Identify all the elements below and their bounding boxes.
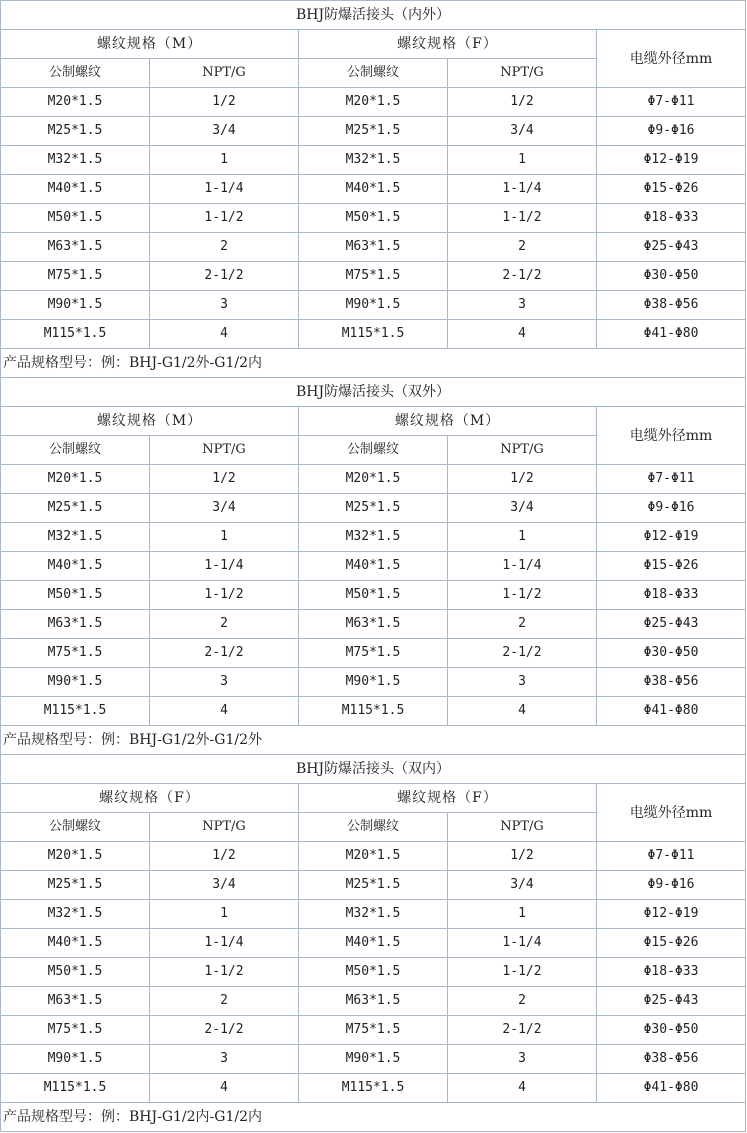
left-npt-cell: 1-1/4 bbox=[150, 175, 299, 204]
table-row bbox=[1, 523, 746, 552]
right-npt-cell: 4 bbox=[448, 1074, 597, 1103]
right-npt-cell: 1/2 bbox=[448, 88, 597, 117]
right-metric-cell: M115*1.5 bbox=[299, 1074, 448, 1103]
cable-range-cell: Φ30-Φ50 bbox=[597, 1016, 746, 1045]
table-row bbox=[1, 639, 746, 668]
right-npt-cell: 1 bbox=[448, 146, 597, 175]
model-example-note: 产品规格型号：例：BHJ-G1/2内-G1/2内 bbox=[1, 1103, 746, 1132]
left-npt-cell: 1 bbox=[150, 523, 299, 552]
model-note-row bbox=[1, 726, 746, 755]
section-title-row bbox=[1, 378, 746, 407]
right-npt-cell: 1/2 bbox=[448, 842, 597, 871]
table-row bbox=[1, 117, 746, 146]
left-metric-cell: M90*1.5 bbox=[1, 1045, 150, 1074]
left-npt-cell: 3/4 bbox=[150, 871, 299, 900]
cable-range-cell: Φ7-Φ11 bbox=[597, 88, 746, 117]
left-npt-cell: 2 bbox=[150, 987, 299, 1016]
right-metric-cell: M25*1.5 bbox=[299, 494, 448, 523]
right-npt-cell: 4 bbox=[448, 320, 597, 349]
right-npt-cell: 3/4 bbox=[448, 117, 597, 146]
metric-thread-header: 公制螺纹 bbox=[1, 813, 150, 842]
right-npt-cell: 1/2 bbox=[448, 465, 597, 494]
section-title-row bbox=[1, 1, 746, 30]
section-title: BHJ防爆活接头（双内） bbox=[1, 755, 746, 784]
table-row bbox=[1, 871, 746, 900]
model-note-row bbox=[1, 1103, 746, 1132]
right-metric-cell: M32*1.5 bbox=[299, 523, 448, 552]
left-npt-cell: 3 bbox=[150, 1045, 299, 1074]
cable-range-cell: Φ25-Φ43 bbox=[597, 987, 746, 1016]
right-npt-cell: 1-1/4 bbox=[448, 175, 597, 204]
group-header-row bbox=[1, 30, 746, 59]
right-metric-cell: M40*1.5 bbox=[299, 175, 448, 204]
left-metric-cell: M32*1.5 bbox=[1, 900, 150, 929]
left-metric-cell: M20*1.5 bbox=[1, 465, 150, 494]
npt-g-header: NPT/G bbox=[150, 59, 299, 88]
left-npt-cell: 2-1/2 bbox=[150, 262, 299, 291]
right-metric-cell: M90*1.5 bbox=[299, 668, 448, 697]
left-metric-cell: M75*1.5 bbox=[1, 639, 150, 668]
cable-range-cell: Φ9-Φ16 bbox=[597, 494, 746, 523]
cable-range-cell: Φ30-Φ50 bbox=[597, 262, 746, 291]
table-row bbox=[1, 494, 746, 523]
right-npt-cell: 1-1/2 bbox=[448, 581, 597, 610]
table-row bbox=[1, 987, 746, 1016]
left-metric-cell: M63*1.5 bbox=[1, 987, 150, 1016]
left-npt-cell: 2 bbox=[150, 610, 299, 639]
table-row bbox=[1, 842, 746, 871]
cable-range-cell: Φ38-Φ56 bbox=[597, 1045, 746, 1074]
cable-range-cell: Φ15-Φ26 bbox=[597, 552, 746, 581]
left-npt-cell: 3 bbox=[150, 668, 299, 697]
right-npt-cell: 2-1/2 bbox=[448, 262, 597, 291]
left-npt-cell: 4 bbox=[150, 697, 299, 726]
right-metric-cell: M63*1.5 bbox=[299, 233, 448, 262]
group-right-header: 螺纹规格（F） bbox=[299, 784, 597, 813]
right-metric-cell: M63*1.5 bbox=[299, 610, 448, 639]
right-metric-cell: M20*1.5 bbox=[299, 88, 448, 117]
right-metric-cell: M115*1.5 bbox=[299, 697, 448, 726]
table-row bbox=[1, 1016, 746, 1045]
table-row bbox=[1, 552, 746, 581]
left-npt-cell: 1 bbox=[150, 146, 299, 175]
cable-range-cell: Φ12-Φ19 bbox=[597, 523, 746, 552]
cable-range-cell: Φ9-Φ16 bbox=[597, 117, 746, 146]
cable-range-cell: Φ18-Φ33 bbox=[597, 958, 746, 987]
left-metric-cell: M115*1.5 bbox=[1, 1074, 150, 1103]
right-npt-cell: 2-1/2 bbox=[448, 1016, 597, 1045]
group-right-header: 螺纹规格（M） bbox=[299, 407, 597, 436]
left-npt-cell: 3/4 bbox=[150, 494, 299, 523]
left-npt-cell: 4 bbox=[150, 1074, 299, 1103]
cable-range-cell: Φ41-Φ80 bbox=[597, 697, 746, 726]
group-header-row bbox=[1, 784, 746, 813]
cable-range-cell: Φ41-Φ80 bbox=[597, 320, 746, 349]
left-metric-cell: M63*1.5 bbox=[1, 233, 150, 262]
left-npt-cell: 4 bbox=[150, 320, 299, 349]
model-example-note: 产品规格型号：例：BHJ-G1/2外-G1/2内 bbox=[1, 349, 746, 378]
cable-range-cell: Φ15-Φ26 bbox=[597, 175, 746, 204]
model-example-note: 产品规格型号：例：BHJ-G1/2外-G1/2外 bbox=[1, 726, 746, 755]
cable-range-cell: Φ7-Φ11 bbox=[597, 842, 746, 871]
table-row bbox=[1, 581, 746, 610]
metric-thread-header: 公制螺纹 bbox=[299, 436, 448, 465]
table-row bbox=[1, 668, 746, 697]
left-metric-cell: M75*1.5 bbox=[1, 1016, 150, 1045]
cable-range-cell: Φ18-Φ33 bbox=[597, 581, 746, 610]
cable-range-cell: Φ38-Φ56 bbox=[597, 668, 746, 697]
left-npt-cell: 1/2 bbox=[150, 842, 299, 871]
table-row bbox=[1, 146, 746, 175]
left-npt-cell: 3 bbox=[150, 291, 299, 320]
right-metric-cell: M25*1.5 bbox=[299, 871, 448, 900]
left-metric-cell: M115*1.5 bbox=[1, 320, 150, 349]
right-npt-cell: 2 bbox=[448, 610, 597, 639]
right-npt-cell: 1-1/2 bbox=[448, 958, 597, 987]
right-npt-cell: 2 bbox=[448, 987, 597, 1016]
right-npt-cell: 3 bbox=[448, 668, 597, 697]
left-metric-cell: M40*1.5 bbox=[1, 175, 150, 204]
cable-range-cell: Φ30-Φ50 bbox=[597, 639, 746, 668]
table-row bbox=[1, 291, 746, 320]
table-row bbox=[1, 262, 746, 291]
spec-table-body bbox=[1, 1, 746, 1132]
right-metric-cell: M32*1.5 bbox=[299, 146, 448, 175]
left-metric-cell: M25*1.5 bbox=[1, 494, 150, 523]
cable-range-cell: Φ25-Φ43 bbox=[597, 233, 746, 262]
cable-range-cell: Φ7-Φ11 bbox=[597, 465, 746, 494]
section-title: BHJ防爆活接头（双外） bbox=[1, 378, 746, 407]
right-metric-cell: M25*1.5 bbox=[299, 117, 448, 146]
table-row bbox=[1, 175, 746, 204]
group-right-header: 螺纹规格（F） bbox=[299, 30, 597, 59]
npt-g-header: NPT/G bbox=[448, 59, 597, 88]
right-npt-cell: 1-1/2 bbox=[448, 204, 597, 233]
right-metric-cell: M75*1.5 bbox=[299, 1016, 448, 1045]
left-npt-cell: 2-1/2 bbox=[150, 1016, 299, 1045]
left-npt-cell: 1 bbox=[150, 900, 299, 929]
cable-range-cell: Φ41-Φ80 bbox=[597, 1074, 746, 1103]
cable-diameter-header: 电缆外径mm bbox=[597, 407, 746, 465]
left-metric-cell: M90*1.5 bbox=[1, 668, 150, 697]
right-npt-cell: 3 bbox=[448, 291, 597, 320]
left-npt-cell: 2 bbox=[150, 233, 299, 262]
left-npt-cell: 1/2 bbox=[150, 465, 299, 494]
section-title: BHJ防爆活接头（内外） bbox=[1, 1, 746, 30]
left-npt-cell: 1-1/4 bbox=[150, 929, 299, 958]
right-metric-cell: M75*1.5 bbox=[299, 639, 448, 668]
left-metric-cell: M40*1.5 bbox=[1, 552, 150, 581]
left-npt-cell: 1-1/2 bbox=[150, 958, 299, 987]
right-npt-cell: 1-1/4 bbox=[448, 929, 597, 958]
table-row bbox=[1, 610, 746, 639]
left-metric-cell: M90*1.5 bbox=[1, 291, 150, 320]
right-npt-cell: 3/4 bbox=[448, 494, 597, 523]
left-npt-cell: 1-1/2 bbox=[150, 581, 299, 610]
right-metric-cell: M20*1.5 bbox=[299, 465, 448, 494]
right-metric-cell: M75*1.5 bbox=[299, 262, 448, 291]
group-left-header: 螺纹规格（F） bbox=[1, 784, 299, 813]
group-left-header: 螺纹规格（M） bbox=[1, 30, 299, 59]
right-metric-cell: M50*1.5 bbox=[299, 958, 448, 987]
left-metric-cell: M40*1.5 bbox=[1, 929, 150, 958]
left-metric-cell: M32*1.5 bbox=[1, 146, 150, 175]
group-left-header: 螺纹规格（M） bbox=[1, 407, 299, 436]
npt-g-header: NPT/G bbox=[448, 813, 597, 842]
right-npt-cell: 4 bbox=[448, 697, 597, 726]
section-title-row bbox=[1, 755, 746, 784]
cable-diameter-header: 电缆外径mm bbox=[597, 784, 746, 842]
right-npt-cell: 3 bbox=[448, 1045, 597, 1074]
right-metric-cell: M90*1.5 bbox=[299, 291, 448, 320]
left-metric-cell: M20*1.5 bbox=[1, 842, 150, 871]
table-row bbox=[1, 233, 746, 262]
npt-g-header: NPT/G bbox=[150, 436, 299, 465]
metric-thread-header: 公制螺纹 bbox=[1, 436, 150, 465]
table-row bbox=[1, 88, 746, 117]
right-npt-cell: 1-1/4 bbox=[448, 552, 597, 581]
metric-thread-header: 公制螺纹 bbox=[299, 813, 448, 842]
table-row bbox=[1, 958, 746, 987]
table-row bbox=[1, 900, 746, 929]
table-row bbox=[1, 697, 746, 726]
table-row bbox=[1, 320, 746, 349]
table-row bbox=[1, 204, 746, 233]
left-metric-cell: M50*1.5 bbox=[1, 581, 150, 610]
cable-range-cell: Φ12-Φ19 bbox=[597, 900, 746, 929]
right-metric-cell: M40*1.5 bbox=[299, 552, 448, 581]
left-metric-cell: M32*1.5 bbox=[1, 523, 150, 552]
cable-range-cell: Φ38-Φ56 bbox=[597, 291, 746, 320]
table-row bbox=[1, 929, 746, 958]
right-metric-cell: M63*1.5 bbox=[299, 987, 448, 1016]
right-npt-cell: 2-1/2 bbox=[448, 639, 597, 668]
left-metric-cell: M63*1.5 bbox=[1, 610, 150, 639]
right-metric-cell: M90*1.5 bbox=[299, 1045, 448, 1074]
right-metric-cell: M115*1.5 bbox=[299, 320, 448, 349]
npt-g-header: NPT/G bbox=[448, 436, 597, 465]
left-metric-cell: M50*1.5 bbox=[1, 204, 150, 233]
right-metric-cell: M40*1.5 bbox=[299, 929, 448, 958]
table-row bbox=[1, 1045, 746, 1074]
cable-range-cell: Φ9-Φ16 bbox=[597, 871, 746, 900]
right-npt-cell: 1 bbox=[448, 523, 597, 552]
table-row bbox=[1, 1074, 746, 1103]
left-metric-cell: M25*1.5 bbox=[1, 117, 150, 146]
right-npt-cell: 1 bbox=[448, 900, 597, 929]
right-metric-cell: M32*1.5 bbox=[299, 900, 448, 929]
cable-range-cell: Φ18-Φ33 bbox=[597, 204, 746, 233]
right-metric-cell: M50*1.5 bbox=[299, 204, 448, 233]
left-metric-cell: M25*1.5 bbox=[1, 871, 150, 900]
left-metric-cell: M115*1.5 bbox=[1, 697, 150, 726]
left-metric-cell: M75*1.5 bbox=[1, 262, 150, 291]
left-metric-cell: M20*1.5 bbox=[1, 88, 150, 117]
table-row bbox=[1, 465, 746, 494]
cable-diameter-header: 电缆外径mm bbox=[597, 30, 746, 88]
right-metric-cell: M50*1.5 bbox=[299, 581, 448, 610]
metric-thread-header: 公制螺纹 bbox=[1, 59, 150, 88]
right-npt-cell: 3/4 bbox=[448, 871, 597, 900]
model-note-row bbox=[1, 349, 746, 378]
cable-range-cell: Φ12-Φ19 bbox=[597, 146, 746, 175]
left-npt-cell: 1-1/4 bbox=[150, 552, 299, 581]
left-npt-cell: 2-1/2 bbox=[150, 639, 299, 668]
cable-range-cell: Φ25-Φ43 bbox=[597, 610, 746, 639]
metric-thread-header: 公制螺纹 bbox=[299, 59, 448, 88]
left-npt-cell: 1-1/2 bbox=[150, 204, 299, 233]
right-metric-cell: M20*1.5 bbox=[299, 842, 448, 871]
cable-range-cell: Φ15-Φ26 bbox=[597, 929, 746, 958]
left-npt-cell: 3/4 bbox=[150, 117, 299, 146]
left-npt-cell: 1/2 bbox=[150, 88, 299, 117]
npt-g-header: NPT/G bbox=[150, 813, 299, 842]
left-metric-cell: M50*1.5 bbox=[1, 958, 150, 987]
group-header-row bbox=[1, 407, 746, 436]
right-npt-cell: 2 bbox=[448, 233, 597, 262]
